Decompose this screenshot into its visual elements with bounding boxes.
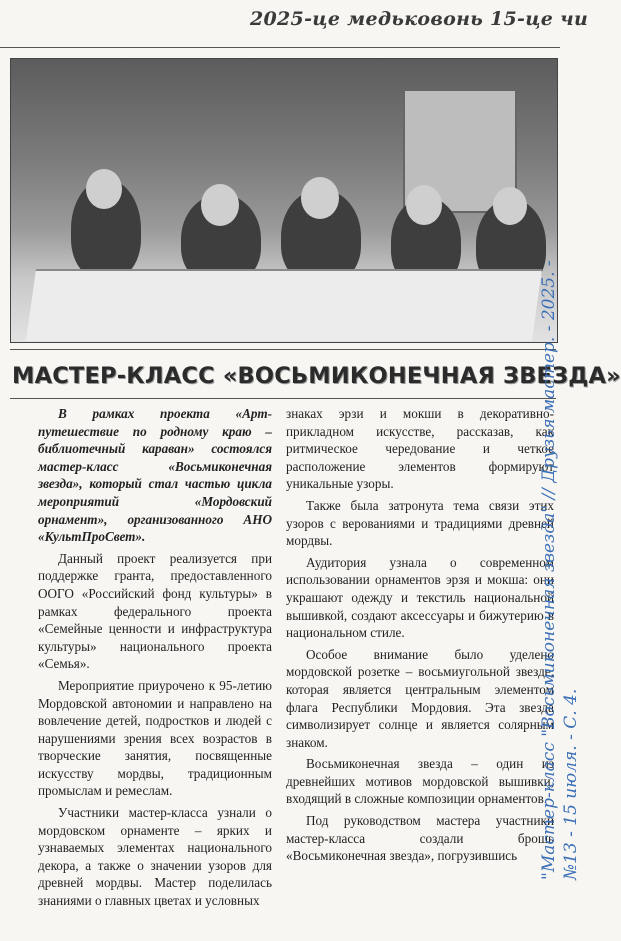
handwritten-line-2: №13 - 15 июля. - С. 4. [561, 688, 581, 880]
article-paragraph: Восьмиконечная звезда – один из древнейших мотивов мордовской вышивки, входящий в сложные композиции орнаментов. [286, 756, 554, 807]
photo-face [493, 187, 527, 225]
article-paragraph: Участники мастер-класса узнали о мордовском орнаменте – ярких и узнаваемых элементах национального декора, а также о значении узоров для древней мордвы. Мастер поделилась знаниями о главных цветах и условных [38, 805, 272, 909]
newspaper-masthead: 2025-це медьковонь 15-це чи [250, 8, 589, 30]
article-lead: В рамках проекта «Арт-путешествие по родному краю – библиотечный караван» состоялся мастер-класс «Восьмиконечная звезда», который стал частью цикла мероприятий «Мордовский орнамент», организованного АНО «КультПроСвет». [38, 406, 272, 545]
article-column-2 [286, 405, 554, 881]
article-photo [10, 58, 558, 343]
headline-rule-top [10, 349, 556, 350]
article-paragraph: Аудитория узнала о современном использовании орнаментов эрзя и мокша: они украшают одежду и текстиль национальной вышивкой, создают аксессуары и бижутерию в национальном стиле. [286, 554, 554, 641]
article-column-1 [38, 405, 272, 909]
article-headline: МАСТЕР-КЛАСС «ВОСЬМИКОНЕЧНАЯ ЗВЕЗДА» [12, 363, 621, 389]
headline-rule-bottom [10, 398, 556, 399]
article-paragraph: Особое внимание было уделено мордовской розетке – восьмиугольной звезде, которая является центральным элементом флага Республики Мордовия. Эта звезда символизирует солнце и является солярным знаком. [286, 646, 554, 750]
article-paragraph: Также была затронута тема связи этих узоров с верованиями и традициями древней мордвы. [286, 497, 554, 549]
handwritten-citation [538, 0, 582, 880]
masthead-rule [0, 47, 560, 48]
photo-face [201, 184, 239, 226]
article-paragraph: Мероприятие приурочено к 95-летию Мордовской автономии и направлено на вовлечение детей, подростков и людей с нарушениями зрения всех возрастов в творческие занятия, посвященные искусству мордвы, традиционным промыслам и ремеслам. [38, 677, 272, 799]
photo-face [86, 169, 122, 209]
handwritten-line-1: "Мастер-класс "Восьмиконечная звезда" // Друзья мастер. - 2025. - [539, 260, 559, 880]
article-paragraph: знаках эрзи и мокши в декоративно-прикладном искусстве, рассказав, как ритмическое чередование и четкое расположение элементов формируют уникальные узоры. [286, 406, 554, 492]
article-paragraph: Данный проект реализуется при поддержке гранта, предоставленного ООГО «Российский фонд культуры» в рамках федерального проекта «Семейные ценности и инфраструктура культуры» национального проекта «Семья». [38, 550, 272, 672]
photo-table [26, 269, 542, 341]
photo-face [406, 185, 442, 225]
photo-face [301, 177, 339, 219]
article-paragraph: Под руководством мастера участники мастер-класса создали брошь «Восьмиконечная звезда», погрузившись [286, 813, 554, 864]
